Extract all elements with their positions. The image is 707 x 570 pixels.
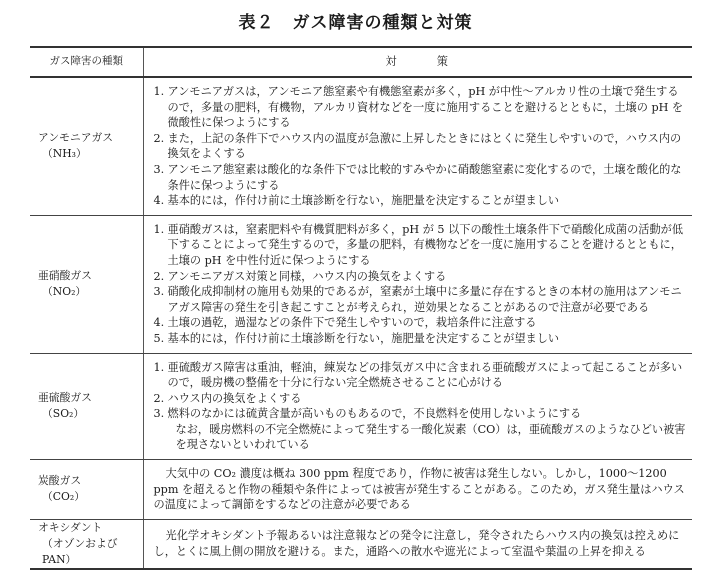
table-row-carbon-dioxide: [30, 460, 692, 520]
item-number: 3.: [153, 285, 165, 299]
list-item: [154, 269, 687, 285]
measures-list: [154, 360, 687, 422]
item-number: 4.: [153, 316, 165, 330]
item-text: 燃料のなかには硫黄含量が高いものもあるので，不良燃料を使用しないようにする: [167, 407, 582, 421]
item-text: 土壌の過乾，過湿などの条件下で発生しやすいので，栽培条件に注意する: [167, 316, 537, 330]
item-number: 3.: [153, 407, 165, 421]
item-number: 1.: [153, 222, 165, 236]
gas-formula: （CO₂）: [42, 490, 86, 504]
gas-name: アンモニアガス: [38, 131, 114, 145]
table-row-sulfurous: [30, 353, 692, 460]
list-item: [154, 222, 687, 269]
item-number: 2.: [153, 269, 165, 283]
list-item: [154, 162, 687, 193]
table-title: [0, 8, 707, 33]
item-text: アンモニアガス対策と同様，ハウス内の換気をよくする: [167, 269, 447, 283]
gas-name: オキシダント: [38, 520, 103, 534]
item-text: ハウス内の換気をよくする: [167, 391, 302, 405]
measures-paragraph: 光化学オキシダント予報あるいは注意報などの発令に注意し，発令されたらハウス内の換気は控えめにし，とくに風上側の開放を避ける。また，通路への散水や遮光によって室温や葉温の上昇を抑える: [153, 529, 680, 558]
header-measures: [143, 47, 692, 77]
measures-list: [154, 84, 687, 209]
item-text: アンモニアガスは，アンモニア態窒素や有機態窒素が多く，pH が中性～アルカリ性の土壌で発生するので，多量の肥料，有機物，アルカリ資材などを一度に施用することを避けるとともに，土壌の pH を微酸性に保つようにする: [167, 85, 684, 130]
list-item: [154, 315, 687, 331]
item-text: 基本的には，作付け前に土壌診断を行ない，施肥量を決定することが望ましい: [167, 194, 560, 208]
gas-damage-table: [30, 46, 692, 570]
measures-cell: [143, 353, 692, 460]
measures-cell: [143, 460, 692, 520]
gas-name-cell: [30, 460, 143, 520]
header-gas-type: ガス障害の種類: [30, 47, 143, 77]
list-item: [154, 360, 687, 391]
list-item: [154, 391, 687, 407]
gas-formula: （SO₂）: [42, 407, 85, 421]
table-header-row: [30, 47, 692, 77]
header-measures-part1: 対: [385, 55, 399, 69]
list-item: [154, 406, 687, 422]
gas-formula: （NH₃）: [42, 147, 87, 161]
item-text: 亜硝酸ガスは，窒素肥料や有機質肥料が多く，pH が 5 以下の酸性土壌条件下で硝酸化成菌の活動が低下することによって発生するので，多量の肥料，有機物などを一度に施用することを避けるとともに，土壌の pH を中性付近に保つようにする: [167, 222, 684, 267]
list-item: [154, 84, 687, 131]
item-number: 4.: [153, 194, 165, 208]
gas-name-cell: [30, 353, 143, 460]
item-number: 1.: [153, 360, 165, 374]
list-item: [154, 331, 687, 347]
gas-name-cell: [30, 519, 143, 569]
list-item: [154, 193, 687, 209]
item-text: 硝酸化成抑制材の施用も効果的であるが，窒素が土壌中に多量に存在するときの本材の施用はアンモニアガス障害の発生を引き起こすことが考えられ，逆効果となることがあるので注意が必要である: [167, 285, 682, 314]
list-item: [154, 284, 687, 315]
item-number: 2.: [153, 131, 165, 145]
list-item: [154, 131, 687, 162]
item-number: 5.: [153, 331, 165, 345]
measures-cell: [143, 519, 692, 569]
gas-name: 亜硝酸ガス: [38, 269, 92, 283]
header-measures-part2: 策: [436, 55, 450, 69]
table-row-nitrous: [30, 215, 692, 353]
item-text: 基本的には，作付け前に土壌診断を行ない，施肥量を決定することが望ましい: [167, 331, 560, 345]
table-row-oxidant: [30, 519, 692, 569]
measures-note: なお，暖房燃料の不完全燃焼によって発生する一酸化炭素（CO）は，亜硫酸ガスのようなひどい被害を現さないといわれている: [175, 422, 686, 452]
item-number: 1.: [153, 85, 165, 98]
table-caption: ガス障害の種類と対策: [292, 13, 473, 33]
measures-cell: [143, 77, 692, 215]
table-number: 表２: [238, 13, 275, 33]
gas-name-cell: [30, 77, 143, 215]
item-text: アンモニア態窒素は酸化的な条件下では比較的すみやかに硝酸態窒素に変化するので，土壌を酸化的な条件に保つようにする: [167, 162, 682, 192]
gas-formula: （NO₂）: [42, 285, 87, 299]
measures-cell: [143, 215, 692, 353]
measures-paragraph: 大気中の CO₂ 濃度は概ね 300 ppm 程度であり，作物に被害は発生しない。しかし，1000～1200 ppm を超えると作物の種類や条件によっては被害が発生することがある。このため，ガス発生量はハウスの温度によって調節をするなどの注意が必要である: [153, 467, 685, 512]
gas-name: 亜硫酸ガス: [38, 391, 92, 405]
item-text: 亜硫酸ガス障害は重油，軽油，練炭などの排気ガス中に含まれる亜硫酸ガスによって起こることが多いので，暖房機の整備を十分に行ない完全燃焼させることに心がける: [167, 360, 683, 390]
gas-formula: （オゾンおよび PAN）: [42, 536, 118, 566]
gas-name: 炭酸ガス: [38, 474, 82, 488]
item-text: また，上記の条件下でハウス内の温度が急激に上昇したときにはとくに発生しやすいので，ハウス内の換気をよくする: [167, 131, 682, 161]
item-number: 3.: [153, 162, 165, 176]
item-number: 2.: [153, 391, 165, 405]
gas-name-cell: [30, 215, 143, 353]
measures-list: [154, 222, 687, 347]
table-row-ammonia: [30, 77, 692, 215]
